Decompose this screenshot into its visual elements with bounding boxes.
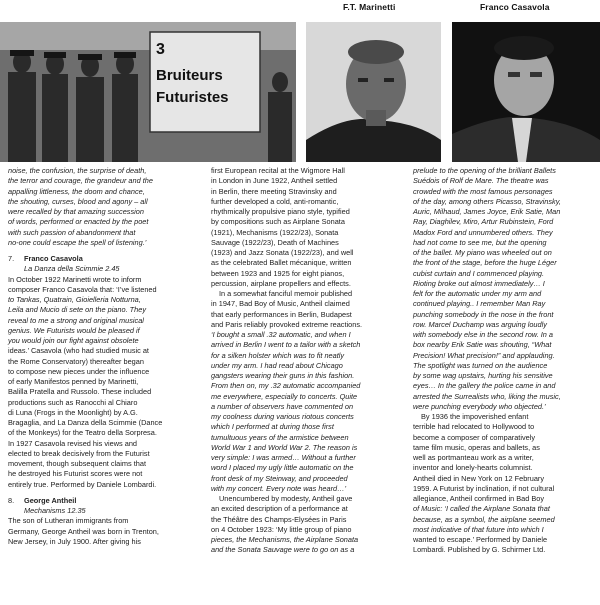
casavola-portrait bbox=[452, 22, 600, 162]
text-line: of the Monkeys) for the Teatro della Sorpresa. bbox=[8, 428, 157, 438]
text-line: first European recital at the Wigmore Hall bbox=[211, 166, 345, 175]
text-line: terrible had relocated to Hollywood to bbox=[413, 422, 535, 432]
marinetti-portrait bbox=[306, 22, 441, 162]
track-7-work: La Danza della Scimmie 2.45 bbox=[24, 264, 120, 274]
text-line: word I placed my ugly little automatic on the bbox=[211, 463, 354, 473]
text-line: front desk of my Steinway, and proceeded bbox=[211, 473, 348, 483]
text-line: arrived in Berlin I went to a tailor with a sketch bbox=[211, 340, 361, 350]
text-line: the shouting, curses, blood and agony – all bbox=[8, 196, 148, 206]
text-line: allegiance, Antheil confirmed in Bad Boy bbox=[413, 494, 545, 503]
text-line: by compositions such as Airplane Sonata bbox=[211, 217, 345, 227]
text-line: Precision! What precision!” and applauding. bbox=[413, 350, 555, 360]
text-line: between 1923 and 1925 for eight pianos, bbox=[211, 268, 345, 278]
text-line: genius. We Futurists would be pleased if bbox=[8, 325, 140, 335]
text-line: Antheil died in New York on 12 February bbox=[413, 473, 545, 483]
text-line: of the day, among others Picasso, Stravinsky, bbox=[413, 196, 561, 206]
track-composer: Franco Casavola bbox=[24, 254, 83, 263]
intro-quote bbox=[8, 166, 186, 248]
text-line: The spotlight was turned on the audience bbox=[413, 360, 548, 370]
text-line: he destroyed his Futurist scores were not bbox=[8, 469, 143, 479]
photo-casavola bbox=[452, 22, 600, 162]
photo-futurist-group bbox=[0, 22, 296, 162]
text-line: prelude to the opening of the brilliant Ballets bbox=[413, 166, 556, 175]
text-line: composer Franco Casavola that: ‘I’ve listened bbox=[8, 284, 157, 294]
text-line: had not come to see me, but the opening bbox=[413, 237, 547, 247]
text-line: From then on, my .32 automatic accompanied bbox=[211, 381, 361, 391]
text-line: Auric, Milhaud, James Joyce, Erik Satie, Man bbox=[413, 207, 561, 216]
track-composer: George Antheil bbox=[24, 495, 77, 505]
text-line: the Théâtre des Champs-Elysées in Paris bbox=[211, 514, 347, 524]
track-8-work: Mechanisms 12.35 bbox=[24, 506, 86, 515]
text-line: and the Sonata Sauvage were to go on as a bbox=[211, 545, 355, 555]
text-line: no-one could escape the spell of listening.’ bbox=[8, 237, 147, 247]
text-line: gangsters wearing their guns in this fashion. bbox=[211, 371, 355, 380]
track-8-heading bbox=[8, 496, 186, 506]
text-line: entirely true. Performed by Daniele Lombardi. bbox=[8, 479, 157, 489]
text-line: New Jersey, in July 1900. After giving his bbox=[8, 536, 141, 546]
poster-word-futuristes: Futuristes bbox=[156, 89, 229, 106]
text-line: Unencumbered by modesty, Antheil gave bbox=[219, 494, 353, 503]
text-line: the front of the stage, before the huge Léger bbox=[413, 258, 557, 268]
text-line: di Luna (Frogs in the Moonlight) by A.G. bbox=[8, 407, 138, 417]
text-line: Suédois of Rolf de Mare. The theatre was bbox=[413, 176, 549, 186]
text-line: (1923) and Jazz Sonata (1922/23), and well bbox=[211, 248, 354, 257]
text-line: Balilla Pratella and Russolo. These included bbox=[8, 387, 152, 397]
text-line: of Music: ‘I called the Airplane Sonata that bbox=[413, 504, 550, 514]
text-line: a number of observers have commented on bbox=[211, 401, 354, 411]
text-line: crowded with the most famous personages bbox=[413, 186, 553, 196]
antheil-paragraph-3 bbox=[211, 494, 389, 556]
track-7-heading bbox=[8, 254, 186, 264]
antheil-paragraph-2 bbox=[211, 289, 389, 494]
text-line: pieces, the Mechanisms, the Airplane Sonata bbox=[211, 535, 359, 544]
text-line: of words, performed or enacted by the poet bbox=[8, 217, 149, 227]
caption-marinetti: F.T. Marinetti bbox=[343, 2, 396, 12]
track-7-notes bbox=[8, 275, 186, 490]
text-line: In October 1922 Marinetti wrote to inform bbox=[8, 274, 142, 284]
text-line: because, as a symbol, the airplane seemed bbox=[413, 514, 555, 524]
text-line: on 4 October 1923: ‘My little group of piano bbox=[211, 524, 352, 534]
text-line: Sauvage (1922/23), Death of Machines bbox=[211, 237, 339, 247]
text-line: Madox Ford and unnumbered others. They bbox=[413, 227, 553, 237]
text-line: that early performances in Berlin, Budapest bbox=[211, 309, 352, 319]
text-line: the Rome Conservatory) thereafter began bbox=[8, 356, 144, 366]
text-line: of early Manifestos penned by Marinetti, bbox=[8, 377, 139, 386]
text-line: tumultuous years of the armistice between bbox=[211, 432, 349, 442]
text-line: The son of Lutheran immigrants from bbox=[8, 516, 129, 526]
text-line: very simple: I was armed… Without a further bbox=[211, 453, 356, 462]
track-number: 7. bbox=[8, 254, 15, 263]
text-line: ‘I bought a small .32 automatic, and when I bbox=[211, 330, 351, 339]
text-line: you would join our fight against obsolete bbox=[8, 336, 139, 345]
text-line: my coolness during various riotous concerts bbox=[211, 412, 354, 421]
track-number: 8. bbox=[8, 495, 15, 505]
text-line: ideas.’ Casavola (who had studied music at bbox=[8, 346, 149, 356]
text-line: appalling littleness, the doom and chance, bbox=[8, 186, 145, 196]
text-line: as the celebrated Ballet mécanique, written bbox=[211, 258, 352, 268]
text-line: box nearby Erik Satie was shouting, “What bbox=[413, 340, 552, 350]
text-line: In a somewhat fanciful memoir published bbox=[219, 289, 353, 298]
text-line: in Berlin, there meeting Stravinsky and bbox=[211, 186, 337, 196]
text-line: further developed a cold, anti-romantic, bbox=[211, 196, 339, 206]
text-line: me everywhere, especially to concerts. Quite bbox=[211, 391, 358, 401]
text-line: felt for the automatic under my arm and bbox=[413, 289, 542, 298]
text-line: most indicative of that future into which I bbox=[413, 524, 544, 534]
text-line: movement, though subsequent claims that bbox=[8, 459, 146, 468]
text-line: Germany, George Antheil was born in Trenton, bbox=[8, 526, 159, 536]
text-line: In 1927 Casavola revised his views and bbox=[8, 438, 137, 448]
text-line: Rioting broke out almost immediately… I bbox=[413, 278, 545, 288]
text-line: and Paris reliably provoked extreme reactions. bbox=[211, 319, 363, 329]
text-line: noise, the confusion, the surprise of death, bbox=[8, 166, 147, 175]
text-line: reveal to me a strong and original musical bbox=[8, 315, 144, 325]
text-column-2 bbox=[211, 166, 389, 556]
text-line: for a silken holster which was to fit neatly bbox=[211, 350, 345, 360]
text-line: arrested the Surrealists who, liking the music, bbox=[413, 391, 561, 401]
text-column-3 bbox=[413, 166, 591, 556]
text-line: were recalled by that amazing succession bbox=[8, 207, 144, 216]
poster-word-bruiteurs: Bruiteurs bbox=[156, 67, 223, 84]
text-line: with such passion of abandonment that bbox=[8, 227, 136, 237]
text-line: to Tankas, Quatrain, Gioielleria Notturna, bbox=[8, 295, 141, 304]
text-line: continued playing.. I remember Man Ray bbox=[413, 299, 546, 309]
text-line: become a composer of comparatively bbox=[413, 432, 536, 442]
text-line: wanted to escape.’ Performed by Daniele bbox=[413, 535, 548, 544]
text-line: well as portmanteau work as a writer, bbox=[413, 453, 534, 462]
antheil-paragraph-1 bbox=[211, 166, 389, 289]
photo-marinetti bbox=[306, 22, 441, 162]
text-line: of the ballet. My piano was wheeled out on bbox=[413, 248, 552, 257]
text-line: Ray, Diaghilev, Miro, Artur Rubinstein, Ford bbox=[413, 217, 554, 227]
text-line: By 1936 the impoverished enfant bbox=[421, 412, 529, 421]
text-line: (1921), Mechanisms (1922/23), Sonata bbox=[211, 227, 339, 237]
text-line: which I performed at during those first bbox=[211, 422, 334, 432]
text-line: rhythmically propulsive piano style, typified bbox=[211, 207, 350, 216]
text-line: tame film music, operas and ballets, as bbox=[413, 442, 540, 452]
poster-number: 3 bbox=[156, 41, 165, 58]
text-line: under my arm. I had read about Chicago bbox=[211, 360, 343, 370]
antheil-later-life-paragraph bbox=[413, 412, 591, 556]
text-line: 1959. A Futurist by inclination, if not cultural bbox=[413, 483, 555, 493]
text-line: an excited description of a performance at bbox=[211, 504, 348, 514]
text-line: percussion, airplane propellers and effects. bbox=[211, 278, 351, 288]
text-line: punching somebody in the nose in the front bbox=[413, 309, 554, 319]
text-line: Bragaglia, and La Danza della Scimmie (Dance bbox=[8, 418, 163, 427]
text-line: row. Marcel Duchamp was arguing loudly bbox=[413, 319, 547, 329]
text-line: with my concert. Every note was heard…’ bbox=[211, 483, 347, 493]
futurist-group-image bbox=[0, 22, 296, 162]
text-line: Lombardi. Published by G. Schirmer Ltd. bbox=[413, 545, 546, 555]
text-line: in London in June 1922, Antheil settled bbox=[211, 176, 338, 186]
text-line: were punching everybody who objected.’ bbox=[413, 401, 546, 411]
track-8-notes bbox=[8, 516, 186, 547]
text-line: elected to break decisively from the Futurist bbox=[8, 448, 150, 458]
text-line: productions such as Ranocchi al Chiaro bbox=[8, 397, 138, 407]
text-line: with somebody else in the second row. In a bbox=[413, 330, 554, 339]
caption-casavola: Franco Casavola bbox=[480, 2, 550, 12]
text-line: the terror and courage, the grandeur and the bbox=[8, 176, 153, 186]
text-line: Leila and Mucio di sete on the piano. They bbox=[8, 305, 146, 315]
text-line: to compose new pieces under the influence bbox=[8, 366, 150, 376]
text-column-1 bbox=[8, 166, 186, 547]
text-line: by some wag upstairs, hurting his sensitive bbox=[413, 371, 553, 380]
text-line: in 1947, Bad Boy of Music, Antheil claimed bbox=[211, 299, 350, 309]
text-line: cubist curtain and I commenced playing. bbox=[413, 268, 545, 278]
antheil-quote-continued bbox=[413, 166, 591, 412]
text-line: inventor and lonely-hearts columnist. bbox=[413, 463, 533, 473]
text-line: World War 1 and World War 2. The reason is bbox=[211, 442, 358, 452]
text-line: eyes… In the gallery the police came in and bbox=[413, 381, 556, 391]
